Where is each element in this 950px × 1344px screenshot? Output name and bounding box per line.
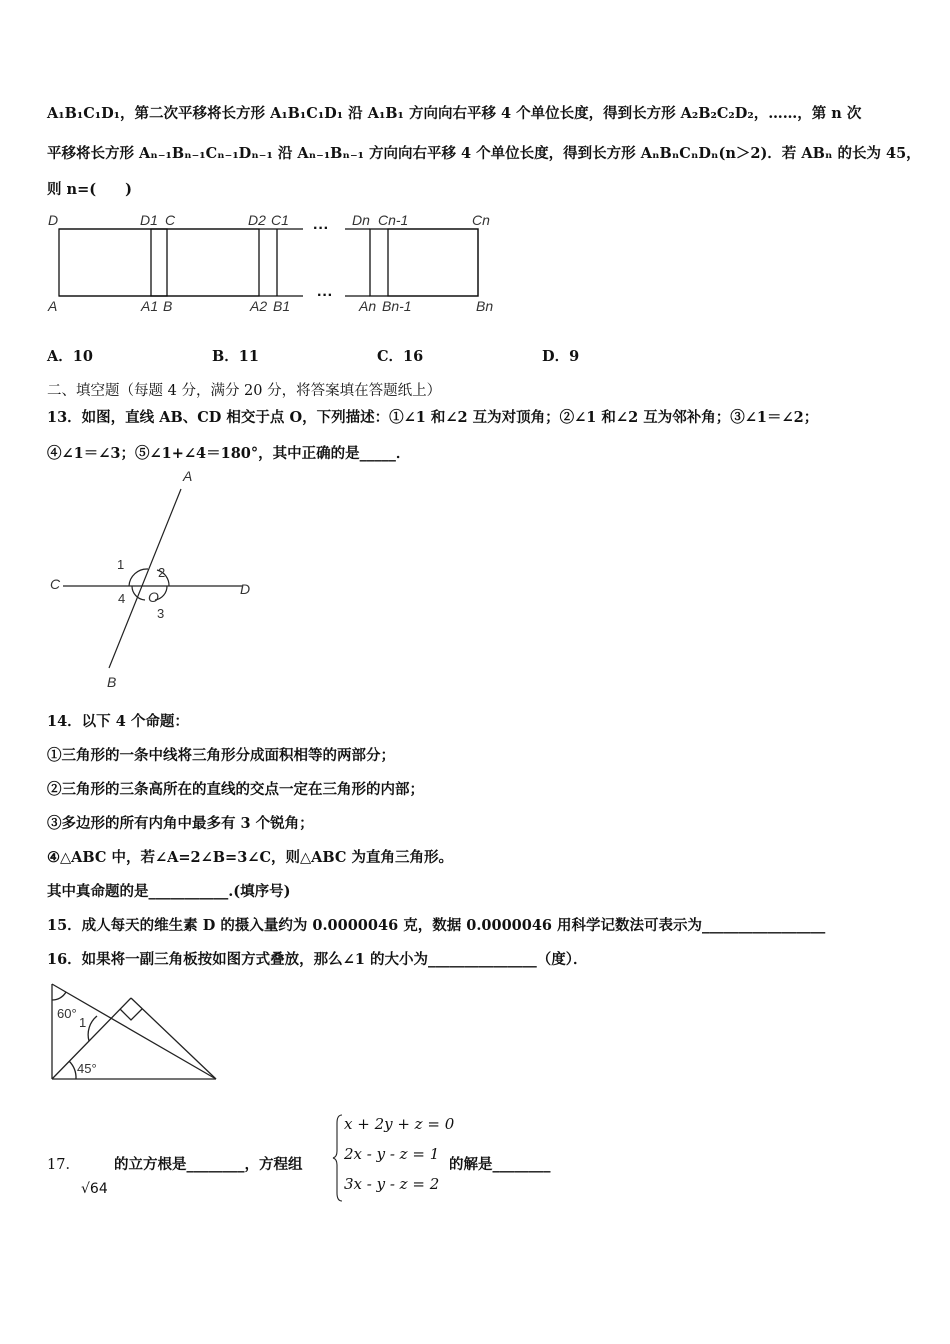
problem14-answer-prompt: 其中真命题的是___________.(填序号) (47, 883, 291, 900)
problem14-item-1: ①三角形的一条中线将三角形分成面积相等的两部分； (47, 747, 395, 764)
problem12-line1: A₁B₁C₁D₁，第二次平移将长方形 A₁B₁C₁D₁ 沿 A₁B₁ 方向向右平移 4 个单位长度，得到长方形 A₂B₂C₂D₂，……，第 n 次 (47, 105, 862, 122)
label-C: C (165, 212, 176, 228)
angle-1-label-16: 1 (79, 1015, 87, 1030)
problem16-text: 16．如果将一副三角板按如图方式叠放，那么∠1 的大小为_______________（度）． (47, 951, 588, 968)
label-A2: A2 (250, 298, 268, 314)
option-d[interactable]: D．9 (542, 348, 580, 365)
problem14-item-2: ②三角形的三条高所在的直线的交点一定在三角形的内部； (47, 781, 424, 798)
cube-root-radical: √64 (81, 1181, 108, 1197)
angle-3-label: 3 (157, 606, 165, 621)
problem12-line2: 平移将长方形 Aₙ₋₁Bₙ₋₁Cₙ₋₁Dₙ₋₁ 沿 Aₙ₋₁Bₙ₋₁ 方向向右平移 4 个单位长度，得到长方形 AₙBₙCₙDₙ(n＞2)．若 ABₙ 的长为 45， (47, 145, 921, 162)
option-c[interactable]: C．16 (377, 348, 424, 365)
angle-60-label: 60° (57, 1006, 77, 1021)
label-B1: B1 (273, 298, 291, 314)
problem14-item-4: ④△ABC 中，若∠A=2∠B=3∠C，则△ABC 为直角三角形。 (47, 849, 453, 866)
label-Bn: Bn (476, 298, 494, 314)
label-C1: C1 (271, 212, 289, 228)
label-Cn-1: Cn-1 (378, 212, 409, 228)
equation-2: 2x - y - z = 1 (344, 1145, 440, 1163)
label-D2: D2 (248, 212, 266, 228)
problem17-number: 17． (47, 1157, 80, 1173)
label-Cn: Cn (472, 212, 490, 228)
problem14-heading: 14．以下 4 个命题： (47, 713, 189, 730)
label-A: A (48, 298, 58, 314)
ellipsis-bottom: ··· (317, 287, 333, 304)
angle-1-label: 1 (117, 557, 125, 572)
equation-3: 3x - y - z = 2 (344, 1175, 440, 1193)
label-D: D (48, 212, 59, 228)
problem15-text: 15．成人每天的维生素 D 的摄入量约为 0.0000046 克，数据 0.0000046 用科学记数法可表示为_________________ (47, 917, 826, 934)
problem13-line2: ④∠1＝∠3；⑤∠1+∠4＝180°，其中正确的是_____． (47, 445, 411, 462)
section2-heading: 二、填空题（每题 4 分，满分 20 分，将答案填在答题纸上） (47, 383, 442, 399)
angle-2-label: 2 (158, 565, 166, 580)
label-C-13: C (50, 576, 61, 592)
label-An: An (359, 298, 377, 314)
label-Bn-1: Bn-1 (382, 298, 412, 314)
intersecting-lines-figure (45, 465, 265, 695)
label-A-13: A (183, 468, 193, 484)
triangle-rulers-figure (45, 978, 225, 1088)
label-B: B (163, 298, 173, 314)
label-Dn: Dn (352, 212, 370, 228)
ellipsis-top: ··· (313, 220, 329, 237)
option-a[interactable]: A．10 (47, 348, 93, 365)
problem14-item-3: ③多边形的所有内角中最多有 3 个锐角； (47, 815, 314, 832)
translated-rectangles-figure (45, 205, 505, 325)
label-B-13: B (107, 674, 117, 690)
problem17-text-before: 的立方根是________，方程组 (114, 1156, 303, 1173)
problem17-text-after: 的解是________ (449, 1156, 551, 1173)
label-A1: A1 (141, 298, 159, 314)
equation-1: x + 2y + z = 0 (344, 1115, 455, 1133)
label-D-13: D (240, 581, 251, 597)
problem12-line3: 则 n=( ) (47, 181, 132, 198)
system-brace (332, 1113, 344, 1203)
angle-4-label: 4 (118, 591, 126, 606)
angle-45-label: 45° (77, 1061, 97, 1076)
label-O-13: O (148, 589, 159, 605)
option-b[interactable]: B．11 (212, 348, 259, 365)
label-D1: D1 (140, 212, 158, 228)
problem13-line1: 13．如图，直线 AB、CD 相交于点 O，下列描述：①∠1 和∠2 互为对顶角；②∠1 和∠2 互为邻补角；③∠1＝∠2； (47, 409, 819, 426)
